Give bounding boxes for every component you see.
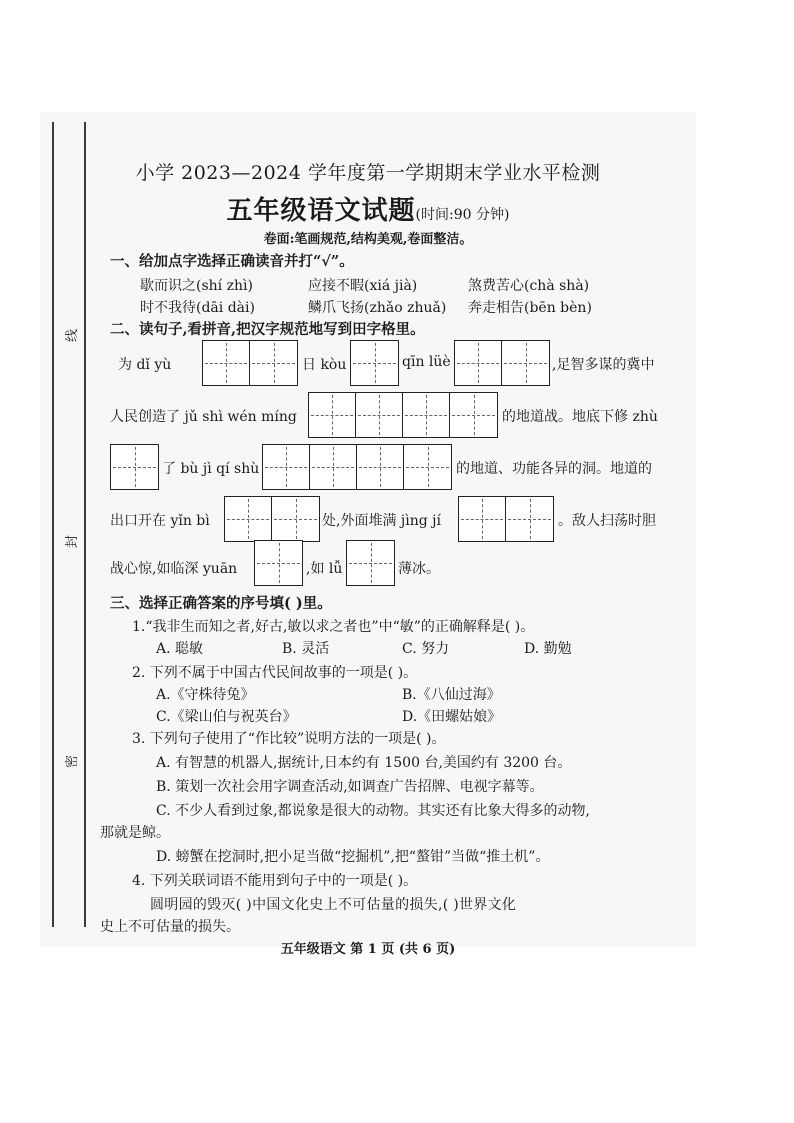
s2-row1-b: 日 kòu <box>302 357 347 373</box>
exam-page: 线 封 密 小学 2023—2024 学年度第一学期期末学业水平检测 五年级语文试题(时间:90 分钟) 卷面:笔画规范,结构美观,卷面整洁。 一、给加点字选择正确读音并打“√”。 歇而识之(shí zhì) 应接不暇(xiá jià) 煞费苦心(chà shà) 时不我待(dāi dài) 鳞爪飞扬(zhǎo zhuǎ) 奔走相告(bēn bèn) 二、读句子,看拼音,把汉字规范地写到田字格里。 为 dǐ yù 日 kòu qīn lüè ,足智多谋的冀中 人民创造了 jǔ shì wén míng 的地道战。地底下修 zhù 了 bù jì qí shù 的地道、功能各异的洞。地道的 出口开在 yǐn bì 处,外面堆满 jìng jí 。敌人扫荡时胆 战心惊,如临深 yuān ,如 lǚ 薄冰。 三、选择正确答案的序号填( )里。 1.“我非生而知之者,好古,敏以求之者也”中“敏”的正确解释是( )。 A. 聪敏 B. 灵活 C. 努力 D. 勤勉 2. 下列不属于中国古代民间故事的一项是( )。 A.《守株待兔》 B.《八仙过海》 C.《梁山伯与祝英台》 D.《田螺姑娘》 3. 下列句子使用了“作比较”说明方法的一项是( )。 A. 有智慧的机器人,据统计,日本约有 1500 台,美国约有 3200 台。 B. 策划一次社会用字调查活动,如调查广告招牌、电视字幕等。 C. 不少人看到过象,都说象是很大的动物。其实还有比象大得多的动物, 那就是鲸。 D. 螃蟹在挖洞时,把小足当做“挖掘机”,把“螯钳”当做“推土机”。 4. 下列关联词语不能用到句子中的一项是( )。 圆明园的毁灭( )中国文化史上不可估量的损失,( )世界文化 史上不可估量的损失。 五年级语文 第 1 页 (共 6 页) <box>40 112 696 947</box>
writing-grid[interactable] <box>202 340 298 386</box>
q3-option-c: C. 不少人看到过象,都说象是很大的动物。其实还有比象大得多的动物, <box>156 803 591 819</box>
s2-row5-b: ,如 lǚ <box>306 561 343 577</box>
s1-item-4: 时不我待(dāi dài) <box>140 300 255 316</box>
q2-text: 2. 下列不属于中国古代民间故事的一项是( )。 <box>132 665 418 681</box>
side-label-feng: 封 <box>65 534 81 549</box>
s1-item-3: 煞费苦心(chà shà) <box>468 278 590 294</box>
q3-option-a: A. 有智慧的机器人,据统计,日本约有 1500 台,美国约有 3200 台。 <box>156 755 572 771</box>
exam-title <box>40 190 696 227</box>
writing-grid[interactable] <box>458 496 554 542</box>
s2-row5-c: 薄冰。 <box>398 561 440 577</box>
q1-option-a: A. 聪敏 <box>156 641 204 657</box>
s2-row1-c: qīn lüè <box>402 354 451 370</box>
q1-text: 1.“我非生而知之者,好古,敏以求之者也”中“敏”的正确解释是( )。 <box>132 619 535 635</box>
side-label-mi: 密 <box>65 754 81 769</box>
writing-grid[interactable] <box>254 540 303 586</box>
s1-item-2: 应接不暇(xiá jià) <box>308 278 418 294</box>
s1-item-6: 奔走相告(bēn bèn) <box>468 300 592 316</box>
writing-grid[interactable] <box>346 540 395 586</box>
q3-option-c-cont: 那就是鲸。 <box>100 825 170 841</box>
side-label-xian: 线 <box>65 328 81 343</box>
s1-item-1: 歇而识之(shí zhì) <box>140 278 253 294</box>
writing-grid[interactable] <box>110 444 159 490</box>
q4-sentence-line2: 史上不可估量的损失。 <box>100 919 240 935</box>
s2-row2-a: 人民创造了 jǔ shì wén míng <box>110 409 297 425</box>
writing-grid[interactable] <box>454 340 550 386</box>
s2-row3-b: 的地道、功能各异的洞。地道的 <box>456 461 652 477</box>
q3-option-d: D. 螃蟹在挖洞时,把小足当做“挖掘机”,把“螯钳”当做“推土机”。 <box>156 849 550 865</box>
exam-subtitle: 卷面:笔画规范,结构美观,卷面整洁。 <box>263 232 473 247</box>
s2-row1-d: ,足智多谋的冀中 <box>552 357 655 373</box>
section1-heading: 一、给加点字选择正确读音并打“√”。 <box>110 253 354 270</box>
exam-time-note: (时间:90 分钟) <box>415 207 510 223</box>
q2-option-a: A.《守株待兔》 <box>156 687 255 703</box>
s2-row2-b: 的地道战。地底下修 zhù <box>502 409 658 425</box>
s2-row4-a: 出口开在 yǐn bì <box>110 513 210 529</box>
writing-grid[interactable] <box>262 444 452 490</box>
s2-row3-a: 了 bù jì qí shù <box>162 461 260 477</box>
writing-grid[interactable] <box>308 392 498 438</box>
q2-option-b: B.《八仙过海》 <box>402 687 501 703</box>
s2-row4-c: 。敌人扫荡时胆 <box>558 513 656 529</box>
q3-option-b: B. 策划一次社会用字调查活动,如调查广告招牌、电视字幕等。 <box>156 779 544 795</box>
writing-grid[interactable] <box>350 340 399 386</box>
q3-text: 3. 下列句子使用了“作比较”说明方法的一项是( )。 <box>132 731 446 747</box>
section2-heading: 二、读句子,看拼音,把汉字规范地写到田字格里。 <box>110 321 425 338</box>
exam-title-top: 小学 2023—2024 学年度第一学期期末学业水平检测 <box>135 162 601 184</box>
q2-option-d: D.《田螺姑娘》 <box>402 709 502 725</box>
q1-option-b: B. 灵活 <box>282 641 330 657</box>
writing-grid[interactable] <box>224 496 320 542</box>
s1-item-5: 鳞爪飞扬(zhǎo zhuǎ) <box>308 300 447 316</box>
section3-heading: 三、选择正确答案的序号填( )里。 <box>110 595 332 612</box>
q4-sentence-line1: 圆明园的毁灭( )中国文化史上不可估量的损失,( )世界文化 <box>150 897 517 913</box>
q2-option-c: C.《梁山伯与祝英台》 <box>156 709 297 725</box>
s2-row1-a: 为 dǐ yù <box>118 357 172 373</box>
q1-option-c: C. 努力 <box>402 641 450 657</box>
s2-row5-a: 战心惊,如临深 yuān <box>110 561 238 577</box>
q1-option-d: D. 勤勉 <box>524 641 572 657</box>
exam-title-main: 五年级语文试题 <box>226 196 416 226</box>
q4-text: 4. 下列关联词语不能用到句子中的一项是( )。 <box>132 873 418 889</box>
s2-row4-b: 处,外面堆满 jìng jí <box>322 513 441 529</box>
